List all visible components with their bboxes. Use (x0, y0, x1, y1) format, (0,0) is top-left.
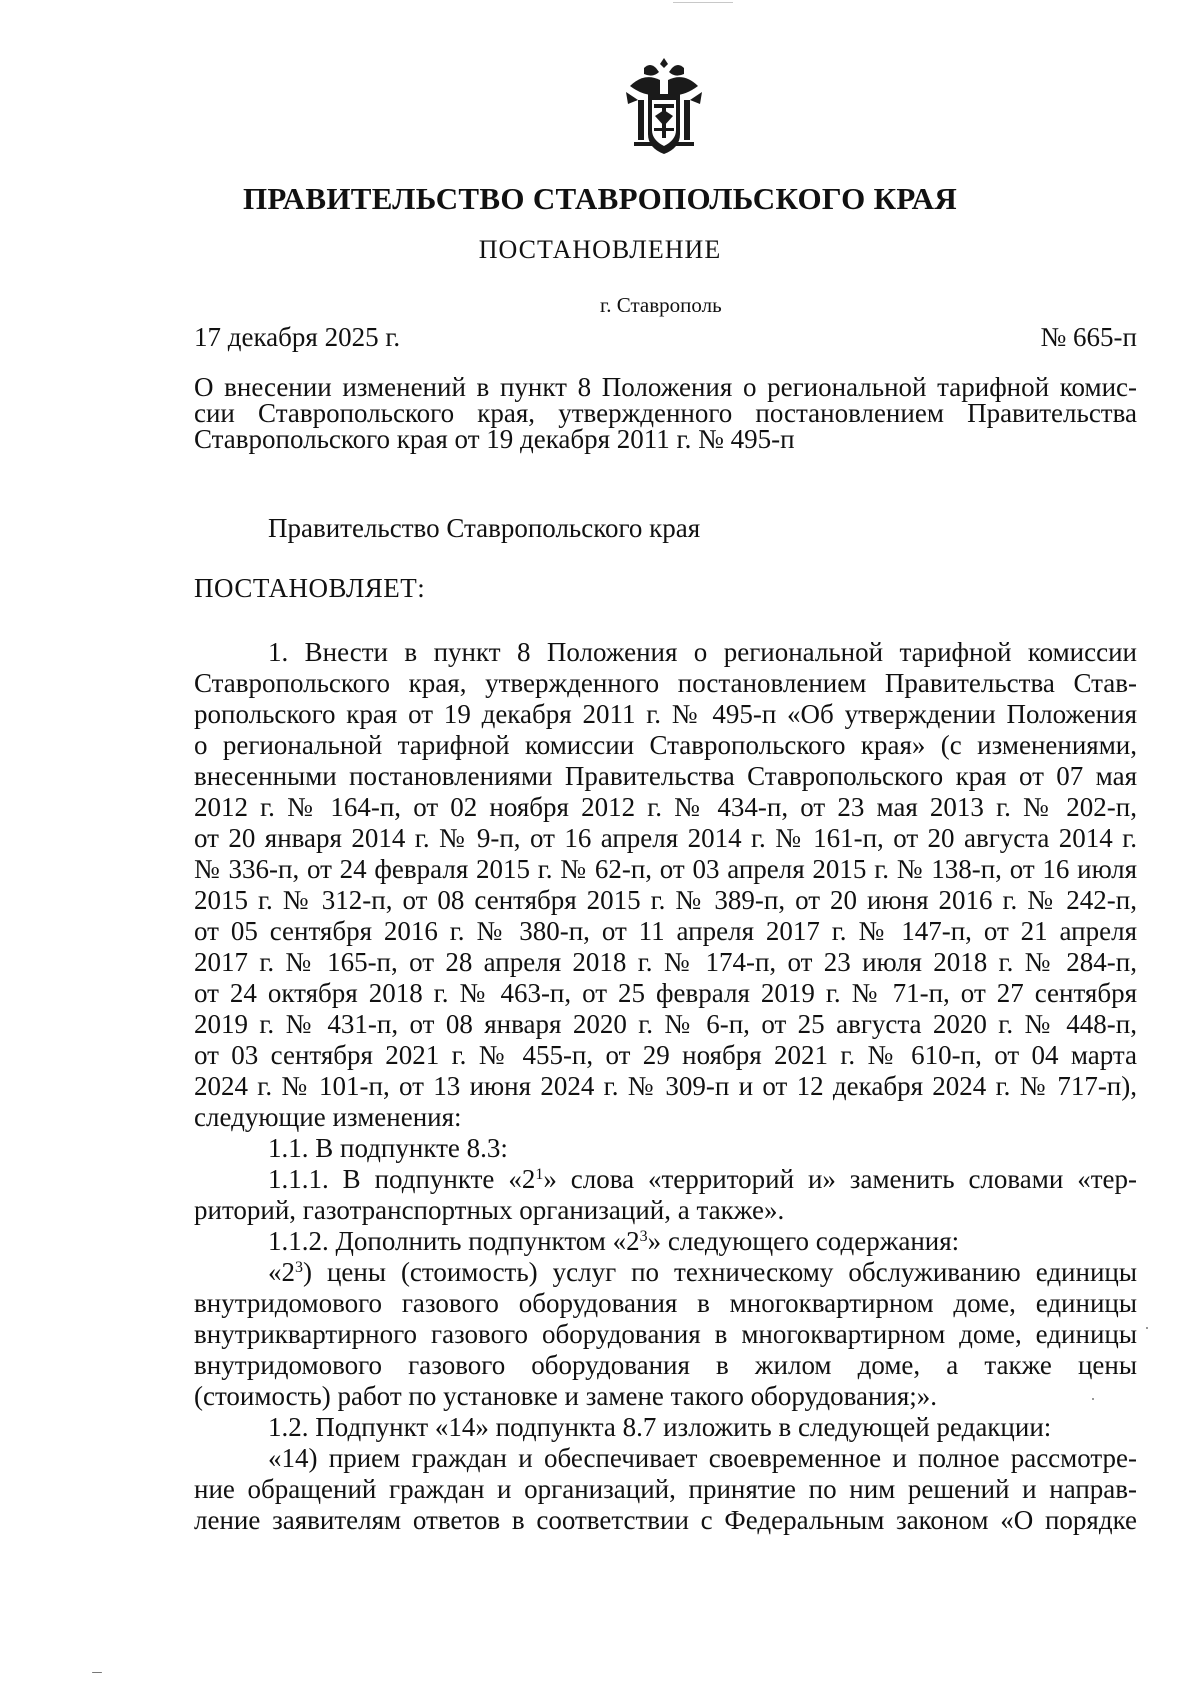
body-line: следующие изменения: (194, 1102, 462, 1132)
subject-line: О внесении изменений в пункт 8 Положения о региональной тарифной комис- (194, 372, 1137, 402)
document-date: 17 декабря 2025 г. (194, 322, 401, 352)
city: г. Ставрополь (600, 293, 722, 317)
body-line: 2012 г. № 164-п, от 02 ноября 2012 г. № 434-п, от 23 мая 2013 г. № 202-п, (194, 792, 1137, 822)
scan-speck (1146, 1327, 1148, 1329)
preamble: Правительство Ставропольского края (268, 513, 701, 543)
body-line: от 03 сентября 2021 г. № 455-п, от 29 ноября 2021 г. № 610-п, от 04 марта (194, 1040, 1137, 1070)
coat-of-arms-emblem (624, 56, 704, 158)
body-line: внутридомового газового оборудования в жилом доме, а также цены (194, 1350, 1137, 1380)
body-line: внесенными постановлениями Правительства Ставропольского края от 07 мая (194, 761, 1137, 791)
body-line: № 336-п, от 24 февраля 2015 г. № 62-п, от 03 апреля 2015 г. № 138-п, от 16 июля (194, 854, 1137, 884)
body-line: Ставропольского края, утвержденного постановлением Правительства Став- (194, 668, 1137, 698)
body-line: 2024 г. № 101-п, от 13 июня 2024 г. № 309-п и от 12 декабря 2024 г. № 717-п), (194, 1071, 1137, 1101)
quote-14: «14) прием граждан и обеспечивает своевременное и полное рассмотре- (268, 1443, 1137, 1473)
item-1-1-1: 1.1.1. В подпункте «$2^1$» слова «территорий и» заменить словами «тер- (268, 1164, 1137, 1194)
body-line: (стоимость) работ по установке и замене такого оборудования;». (194, 1381, 938, 1411)
quote-2-3: «$2^3$) цены (стоимость) услуг по техническому обслуживанию единицы (268, 1257, 1137, 1287)
subject-line: Ставропольского края от 19 декабря 2011 г. № 495-п (194, 424, 795, 454)
decree-word: ПОСТАНОВЛЯЕТ: (194, 573, 426, 603)
body-line: 2015 г. № 312-п, от 08 сентября 2015 г. № 389-п, от 20 июня 2016 г. № 242-п, (194, 885, 1137, 915)
item-1-2: 1.2. Подпункт «14» подпункта 8.7 изложить в следующей редакции: (268, 1412, 1052, 1442)
item-1-1-2: 1.1.2. Дополнить подпунктом «$2^3$» следующего содержания: (268, 1226, 960, 1256)
body-line: от 20 января 2014 г. № 9-п, от 16 апреля 2014 г. № 161-п, от 20 августа 2014 г. (194, 823, 1137, 853)
body-line: внутридомового газового оборудования в многоквартирном доме, единицы (194, 1288, 1137, 1318)
government-title: ПРАВИТЕЛЬСТВО СТАВРОПОЛЬСКОГО КРАЯ (242, 181, 958, 216)
body-line: 2017 г. № 165-п, от 28 апреля 2018 г. № 174-п, от 23 июля 2018 г. № 284-п, (194, 947, 1137, 977)
document-number: № 665-п (1040, 322, 1137, 352)
body-line: 2019 г. № 431-п, от 08 января 2020 г. № 6-п, от 25 августа 2020 г. № 448-п, (194, 1009, 1137, 1039)
body-line: ление заявителям ответов в соответствии с Федеральным законом «О порядке (194, 1505, 1137, 1535)
body-line: 1. Внести в пункт 8 Положения о региональной тарифной комиссии (268, 637, 1137, 667)
body-line: ропольского края от 19 декабря 2011 г. № 495-п «Об утверждении Положения (194, 699, 1137, 729)
body-line: о региональной тарифной комиссии Ставропольского края» (с изменениями, (194, 730, 1137, 760)
document-type: ПОСТАНОВЛЕНИЕ (478, 235, 722, 264)
body-line: от 24 октября 2018 г. № 463-п, от 25 февраля 2019 г. № 71-п, от 27 сентября (194, 978, 1137, 1008)
body-line: риторий, газотранспортных организаций, а также». (194, 1195, 785, 1225)
body-line: от 05 сентября 2016 г. № 380-п, от 11 апреля 2017 г. № 147-п, от 21 апреля (194, 916, 1137, 946)
subject-line: сии Ставропольского края, утвержденного постановлением Правительства (194, 398, 1137, 428)
item-1-1: 1.1. В подпункте 8.3: (268, 1133, 508, 1163)
scan-speck (92, 1672, 102, 1673)
body-line: внутриквартирного газового оборудования в многоквартирном доме, единицы (194, 1319, 1137, 1349)
scan-top-mark (673, 2, 733, 3)
scan-speck (1092, 1398, 1094, 1400)
body-line: ние обращений граждан и организаций, принятие по ним решений и направ- (194, 1474, 1137, 1504)
